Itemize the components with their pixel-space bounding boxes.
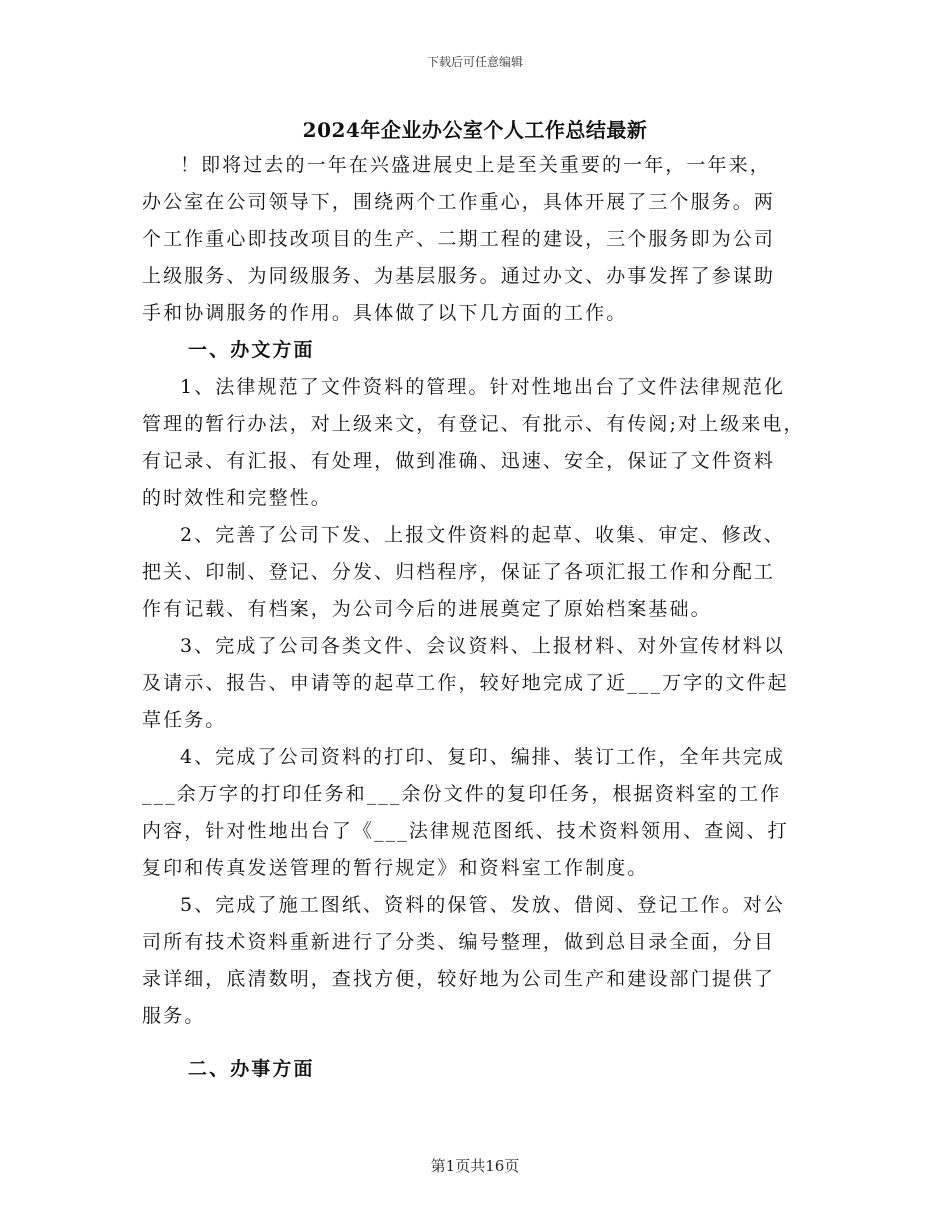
paragraph-line: 有记录、有汇报、有处理，做到准确、迅速、安全，保证了文件资料 — [142, 450, 776, 472]
paragraph-line: 上级服务、为同级服务、为基层服务。通过办文、办事发挥了参谋助 — [142, 265, 776, 287]
page-footer: 第1页共16页 — [430, 1157, 520, 1175]
spacer — [142, 1035, 822, 1051]
paragraph-line: 及请示、报告、申请等的起草工作，较好地完成了近___万字的文件起 — [142, 672, 789, 694]
document-title: 2024年企业办公室个人工作总结最新 — [302, 118, 648, 142]
paragraph-line: 2、完善了公司下发、上报文件资料的起草、收集、审定、修改、 — [180, 524, 785, 546]
paragraph-line: ___余万字的打印任务和___余份文件的复印任务，根据资料室的工作 — [142, 783, 782, 805]
paragraph-line: 4、完成了公司资料的打印、复印、编排、装订工作，全年共完成 — [180, 746, 785, 768]
paragraph-line: 把关、印制、登记、分发、归档程序，保证了各项汇报工作和分配工 — [142, 561, 776, 583]
section-heading-banwen: 一、办文方面 — [188, 339, 315, 361]
paragraph-line: 服务。 — [142, 1005, 206, 1027]
paragraph-line: 5、完成了施工图纸、资料的保管、发放、借阅、登记工作。对公 — [180, 894, 785, 916]
paragraph-line: 手和协调服务的作用。具体做了以下几方面的工作。 — [142, 302, 628, 324]
paragraph-line: 作有记载、有档案，为公司今后的进展奠定了原始档案基础。 — [142, 598, 712, 620]
page-header: 下载后可任意编辑 — [426, 55, 523, 69]
paragraph-line: 司所有技术资料重新进行了分类、编号整理，做到总目录全面，分目 — [142, 931, 776, 953]
paragraph-line: 个工作重心即技改项目的生产、二期工程的建设，三个服务即为公司 — [142, 228, 776, 250]
paragraph-line: 内容，针对性地出台了《___法律规范图纸、技术资料领用、查阅、打 — [142, 820, 789, 842]
paragraph-line: 3、完成了公司各类文件、会议资料、上报材料、对外宣传材料以 — [180, 635, 785, 657]
paragraph-line: 办公室在公司领导下，围绕两个工作重心，具体开展了三个服务。两 — [142, 191, 776, 213]
paragraph-line: 复印和传真发送管理的暂行规定》和资料室工作制度。 — [142, 857, 649, 879]
paragraph-line: 草任务。 — [142, 709, 227, 731]
paragraph-line: 录详细，底清数明，查找方便，较好地为公司生产和建设部门提供了 — [142, 968, 776, 990]
paragraph-line: ！即将过去的一年在兴盛进展史上是至关重要的一年，一年来， — [180, 154, 771, 176]
paragraph-line: 1、法律规范了文件资料的管理。针对性地出台了文件法律规范化 — [180, 376, 785, 398]
section-heading-banshi: 二、办事方面 — [188, 1058, 315, 1080]
document-body — [142, 147, 822, 1088]
paragraph-line: 的时效性和完整性。 — [142, 487, 332, 509]
paragraph-line: 管理的暂行办法，对上级来文，有登记、有批示、有传阅;对上级来电， — [142, 413, 805, 435]
